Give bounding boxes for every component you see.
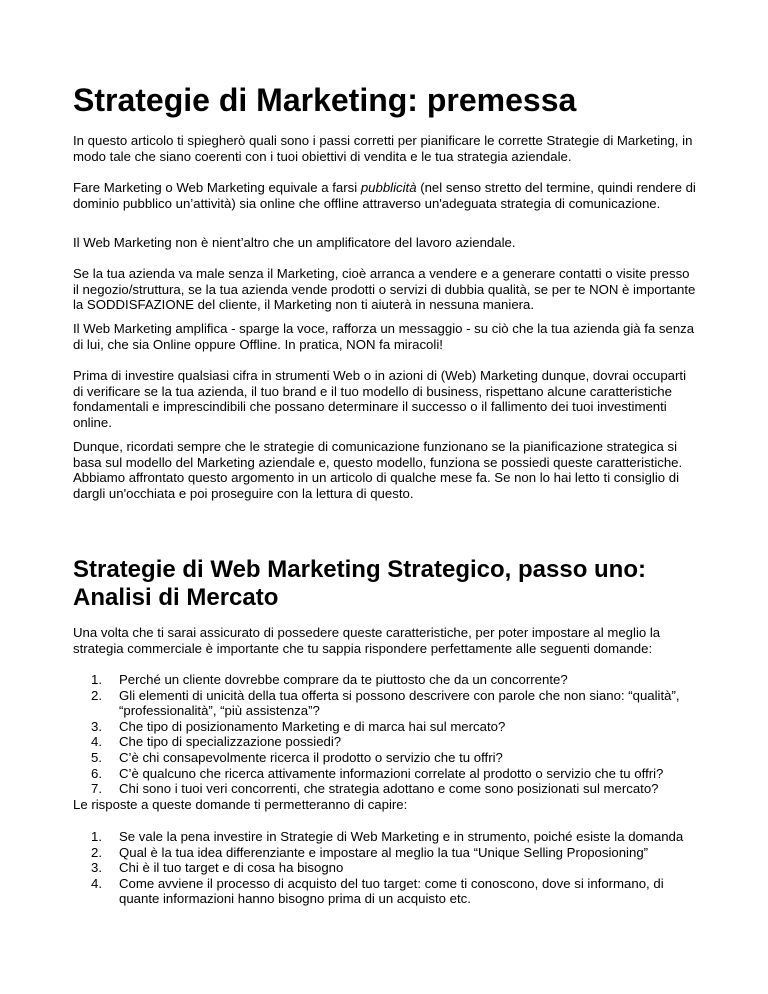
paragraph-questions-intro: Una volta che ti sarai assicurato di possedere queste caratteristiche, per poter impostare al meglio la strategia commerciale è importante che tu sappia rispondere perfettamente alle seguenti domande: xyxy=(73,625,661,656)
list-item xyxy=(73,734,698,750)
list-number: 2. xyxy=(91,844,102,860)
list-item xyxy=(73,829,698,845)
paragraph-text: (nel senso stretto del termine, quindi rendere di dominio pubblico un’attività) sia online che offline attraverso un'adeguata strategia di comunicazione. xyxy=(73,180,696,211)
list-number: 7. xyxy=(91,781,102,797)
page-title: Strategie di Marketing: premessa xyxy=(73,82,577,118)
list-number: 1. xyxy=(91,672,102,687)
list-number: 6. xyxy=(91,765,102,781)
answers-list xyxy=(73,829,698,907)
paragraph-amplifies: Il Web Marketing amplifica - sparge la voce, rafforza un messaggio - su ciò che la tua azienda già fa senza di lui, che sia Online oppure Offline. In pratica, NON fa miracoli! xyxy=(73,321,695,352)
list-number: 1. xyxy=(91,829,102,844)
list-item-text: Chi sono i tuoi veri concorrenti, che strategia adottano e come sono posizionati sul mercato? xyxy=(119,781,659,797)
list-item xyxy=(73,860,698,876)
list-item-text: Qual è la tua idea differenziante e impostare al meglio la tua “Unique Selling Proposioning” xyxy=(119,844,649,860)
list-item xyxy=(73,719,698,735)
paragraph-bad-business: Se la tua azienda va male senza il Marketing, cioè arranca a vendere e a generare contatti o visite presso il negozio/struttura, se la tua azienda vende prodotti o servizi di dubbia qualità, se per te NON è importante la SODDISFAZIONE del cliente, il Marketing non ti aiuterà in nessuna maniera. xyxy=(73,266,696,313)
paragraph-intro: In questo articolo ti spiegherò quali sono i passi corretti per pianificare le corrette Strategie di Marketing, in modo tale che siano coerenti con i tuoi obiettivi di vendita e le tua strategia aziendale. xyxy=(73,133,693,164)
paragraph-web-marketing-definition xyxy=(73,180,698,211)
paragraph-amplifier: Il Web Marketing non è nient’altro che un amplificatore del lavoro aziendale. xyxy=(73,235,516,250)
list-number: 2. xyxy=(91,687,102,703)
list-item-text: Chi è il tuo target e di cosa ha bisogno xyxy=(119,860,344,876)
list-item-text: Come avviene il processo di acquisto del tuo target: come ti conoscono, dove si informano, di quante informazioni hanno bisogno prima di un acquisto etc. xyxy=(119,875,664,907)
list-item-text: C’è qualcuno che ricerca attivamente informazioni correlate al prodotto o servizio che tu offri? xyxy=(119,765,664,781)
list-number: 4. xyxy=(91,875,102,891)
list-item xyxy=(73,766,698,782)
list-number: 3. xyxy=(91,718,102,734)
paragraph-answers-intro: Le risposte a queste domande ti permetteranno di capire: xyxy=(73,797,408,812)
list-item-text: Gli elementi di unicità della tua offerta si possono descrivere con parole che non siano: “qualità”, “professionalità”, “più assistenza”? xyxy=(119,687,680,719)
list-item-text: Che tipo di posizionamento Marketing e di marca hai sul mercato? xyxy=(119,718,506,734)
list-number: 5. xyxy=(91,749,102,765)
emphasis-text: pubblicità xyxy=(360,180,417,195)
list-item xyxy=(73,750,698,766)
questions-list xyxy=(73,672,698,797)
list-item-text: Se vale la pena investire in Strategie di Web Marketing e in strumento, poiché esiste la domanda xyxy=(119,829,684,844)
list-item-text: C’è chi consapevolmente ricerca il prodotto o servizio che tu offri? xyxy=(119,749,503,765)
list-item xyxy=(73,845,698,861)
paragraph-remember: Dunque, ricordati sempre che le strategie di comunicazione funzionano se la pianificazione strategica si basa sul modello del Marketing aziendale e, questo modello, funziona se possiedi queste caratteristiche. Abbiamo affrontato questo argomento in un articolo di qualche mese fa. Se non lo hai letto ti consiglio di dargli un'occhiata e poi proseguire con la lettura di questo. xyxy=(73,439,683,501)
list-item-text: Che tipo di specializzazione possiedi? xyxy=(119,734,342,750)
paragraph-text: Fare Marketing o Web Marketing equivale a farsi xyxy=(73,180,361,195)
list-number: 4. xyxy=(91,734,102,750)
paragraph-before-investing: Prima di investire qualsiasi cifra in strumenti Web o in azioni di (Web) Marketing dunque, dovrai occuparti di verificare se la tua azienda, il tuo brand e il tuo modello di business, rispettano alcune caratteristiche fondamentali e imprescindibili che possano determinare il successo o il fallimento dei tuoi investimenti online. xyxy=(73,368,687,430)
list-item xyxy=(73,672,698,688)
list-item xyxy=(73,781,698,797)
list-item xyxy=(73,876,698,907)
section-heading: Strategie di Web Marketing Strategico, passo uno: Analisi di Mercato xyxy=(73,556,646,611)
list-item xyxy=(73,688,698,719)
list-item-text: Perché un cliente dovrebbe comprare da te piuttosto che da un concorrente? xyxy=(119,672,568,687)
list-number: 3. xyxy=(91,860,102,876)
